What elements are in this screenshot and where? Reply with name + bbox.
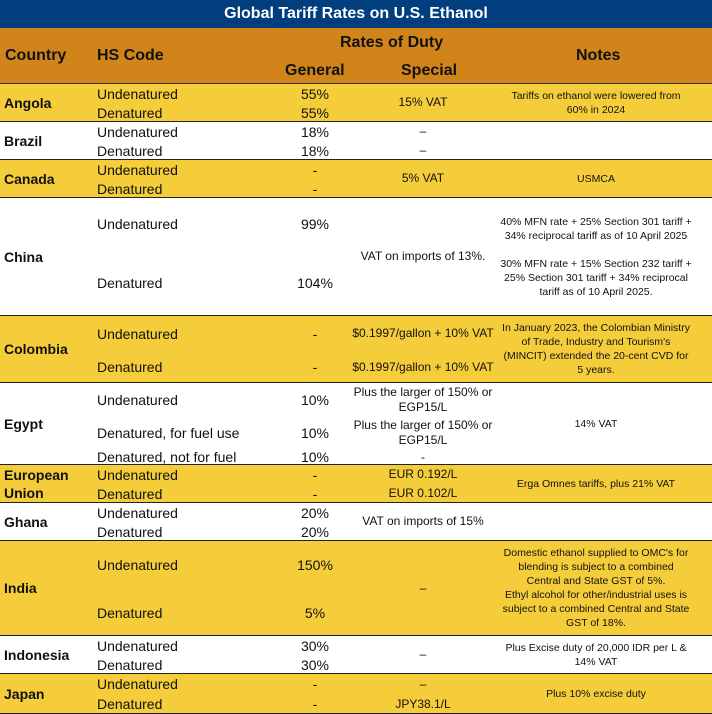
special-rate: VAT on imports of 15% <box>362 514 484 528</box>
general-rate: 10% <box>300 425 330 441</box>
general-rate: 30% <box>300 637 330 654</box>
table-row <box>0 316 712 383</box>
table-row <box>0 636 712 674</box>
general-rate: - <box>312 466 318 483</box>
header-general: General <box>285 62 345 79</box>
country-name: Japan <box>4 685 45 702</box>
table-row <box>0 465 712 503</box>
general-rate: 30% <box>300 656 330 673</box>
hs-code: Denatured <box>97 142 163 159</box>
general-rate: 104% <box>297 275 333 291</box>
hs-code: Denatured, for fuel use <box>97 425 240 441</box>
notes-cell <box>500 674 692 713</box>
hs-code: Undenatured <box>97 325 178 342</box>
table-row <box>0 122 712 160</box>
notes-cell <box>500 465 692 502</box>
general-rate: - <box>312 325 318 342</box>
header-rates-of-duty: Rates of Duty <box>340 34 444 51</box>
general-rate: 18% <box>300 142 330 159</box>
general-rate: 55% <box>300 104 330 121</box>
table-row <box>0 198 712 316</box>
general-rate: 150% <box>297 557 333 573</box>
note-text: Erga Omnes tariffs, plus 21% VAT <box>516 477 676 490</box>
general-rate: 20% <box>300 523 330 540</box>
hs-code: Undenatured <box>97 161 178 178</box>
special-rate: Plus the larger of 150% or EGP15/L <box>353 385 493 414</box>
general-rate: - <box>312 696 318 712</box>
special-rate: $0.1997/gallon + 10% VAT <box>352 326 494 340</box>
hs-code: Undenatured <box>97 466 178 483</box>
table-row <box>0 84 712 122</box>
special-rate: EUR 0.102/L <box>388 486 458 500</box>
special-rate: – <box>419 647 427 661</box>
notes-cell <box>500 316 692 382</box>
special-rate: – <box>419 676 427 691</box>
table-row <box>0 383 712 465</box>
note-text: Ethyl alcohol for other/industrial uses is subject to a combined Central and State GST of 18%. <box>502 589 690 629</box>
hs-code: Undenatured <box>97 85 178 102</box>
header-notes: Notes <box>576 47 621 64</box>
notes-cell <box>500 383 692 464</box>
special-rate: $0.1997/gallon + 10% VAT <box>352 359 494 374</box>
hs-line <box>0 122 712 141</box>
country-name: India <box>4 580 37 596</box>
note-text: USMCA <box>577 172 615 185</box>
special-rate: Plus the larger of 150% or EGP15/L <box>353 418 493 447</box>
country-name: Indonesia <box>4 646 70 663</box>
hs-code: Denatured <box>97 359 163 375</box>
table-header <box>0 28 712 84</box>
general-rate: 10% <box>300 449 330 465</box>
special-rate: 15% VAT <box>398 95 448 109</box>
country-name: China <box>4 248 43 265</box>
table-row <box>0 160 712 198</box>
hs-code: Undenatured <box>97 637 178 654</box>
notes-cell <box>500 198 692 315</box>
hs-code: Undenatured <box>97 504 178 521</box>
country-name: Egypt <box>4 415 43 432</box>
hs-code: Denatured <box>97 485 163 502</box>
notes-cell <box>500 160 692 197</box>
notes-cell <box>500 541 692 635</box>
hs-code: Undenatured <box>97 123 178 140</box>
special-rate: – <box>419 143 427 157</box>
general-rate: 20% <box>300 504 330 521</box>
hs-code: Denatured <box>97 604 163 621</box>
hs-code: Undenatured <box>97 676 178 692</box>
table-title: Global Tariff Rates on U.S. Ethanol <box>0 0 712 28</box>
country-name: Canada <box>4 170 55 187</box>
general-rate: - <box>312 161 318 178</box>
note-text: In January 2023, the Colombian Ministry of Trade, Industry and Tourism's (MINCIT) extended the 20-cent CVD for 5 years. <box>502 322 690 376</box>
general-rate: 5% <box>304 604 326 621</box>
table-row <box>0 674 712 714</box>
hs-code: Denatured <box>97 696 163 712</box>
special-rate: 5% VAT <box>401 171 445 185</box>
country-name: Colombia <box>4 341 68 357</box>
hs-line <box>0 141 712 160</box>
country-name: Angola <box>4 94 52 111</box>
table-row <box>0 503 712 541</box>
general-rate: - <box>312 359 318 375</box>
special-rate: JPY38.1/L <box>395 696 451 711</box>
table-row <box>0 541 712 636</box>
general-rate: 99% <box>300 216 330 232</box>
special-rate: – <box>419 124 427 138</box>
hs-code: Undenatured <box>97 392 178 408</box>
hs-code: Denatured <box>97 180 163 197</box>
notes-cell <box>500 636 692 673</box>
special-rate: VAT on imports of 13%. <box>360 249 486 263</box>
general-rate: 10% <box>300 392 330 408</box>
country-name: Brazil <box>4 132 43 149</box>
note-text: Plus 10% excise duty <box>546 687 646 700</box>
general-rate: - <box>312 676 318 692</box>
special-rate: - <box>421 449 425 464</box>
note-text: 40% MFN rate + 25% Section 301 tariff + 34% reciprocal tariff as of 10 April 2025 <box>500 215 692 242</box>
hs-code: Denatured, not for fuel <box>97 449 237 465</box>
note-text: Tariffs on ethanol were lowered from 60% in 2024 <box>511 89 681 116</box>
hs-code: Undenatured <box>97 557 178 573</box>
hs-code: Denatured <box>97 275 163 291</box>
header-hs-code: HS Code <box>97 47 164 64</box>
header-country: Country <box>5 47 67 64</box>
general-rate: 55% <box>300 85 330 102</box>
note-text: 30% MFN rate + 15% Section 232 tariff + 25% Section 301 tariff + 34% reciprocal tariff as of 10 April 2025. <box>500 257 692 298</box>
notes-cell <box>500 84 692 121</box>
general-rate: - <box>312 485 318 502</box>
hs-code: Undenatured <box>97 216 178 232</box>
note-text: Plus Excise duty of 20,000 IDR per L & 14% VAT <box>505 641 687 668</box>
note-text: Domestic ethanol supplied to OMC's for blending is subject to a combined Central and State GST of 5%. <box>503 547 689 587</box>
hs-code: Denatured <box>97 104 163 121</box>
header-special: Special <box>401 62 458 79</box>
general-rate: 18% <box>300 123 330 140</box>
country-name: European Union <box>4 466 69 501</box>
country-name: Ghana <box>4 513 48 530</box>
hs-code: Denatured <box>97 656 163 673</box>
special-rate: – <box>419 580 427 595</box>
hs-code: Denatured <box>97 523 163 540</box>
note-text: 14% VAT <box>574 417 618 430</box>
special-rate: EUR 0.192/L <box>388 467 458 481</box>
general-rate: - <box>312 180 318 197</box>
